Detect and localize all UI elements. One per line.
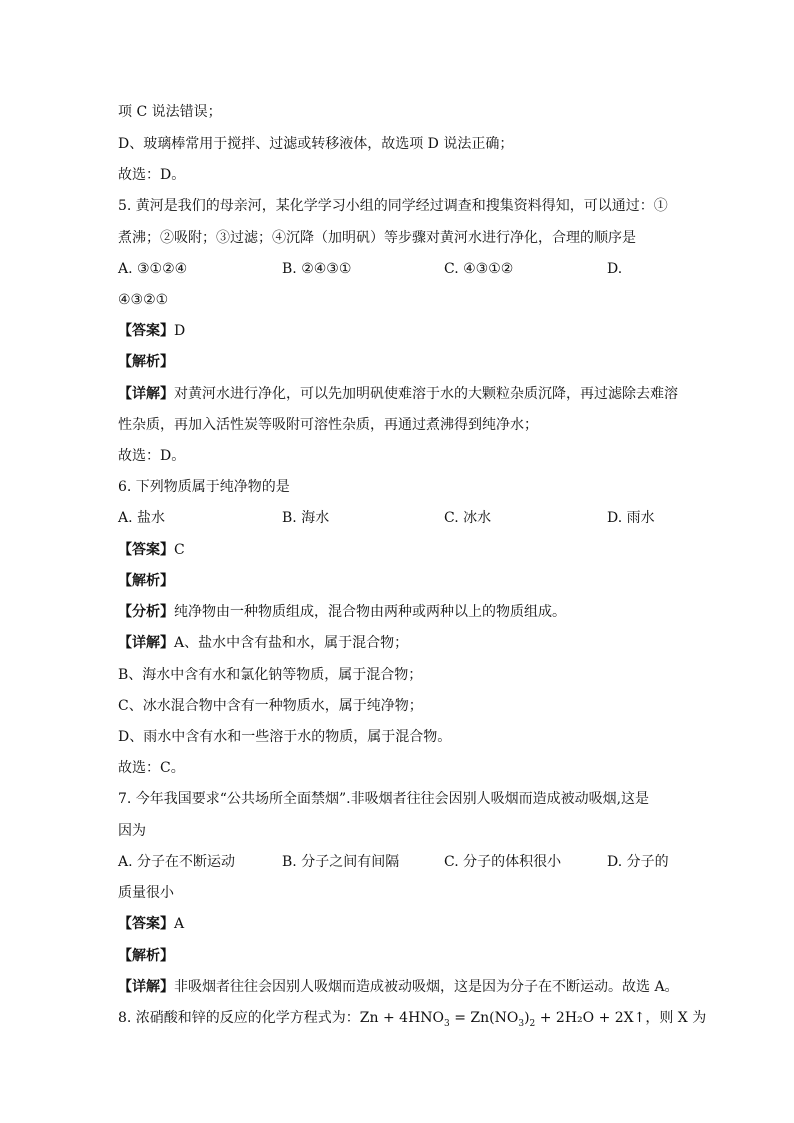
text-line: C、冰水混合物中含有一种物质水，属于纯净物； bbox=[118, 698, 423, 714]
analysis-tag: 【分析】 bbox=[118, 604, 174, 620]
q7-option-a: A. 分子在不断运动 bbox=[118, 854, 236, 870]
q6-option-d: D. 雨水 bbox=[607, 510, 655, 526]
text-line: 故选：C。 bbox=[118, 760, 185, 776]
answer-line bbox=[118, 540, 185, 560]
q8-text: 8. 浓硝酸和锌的反应的化学方程式为：Zn + 4HNO bbox=[118, 1010, 445, 1026]
analysis-heading: 【解析】 bbox=[118, 948, 174, 964]
q6-option-c: C. 冰水 bbox=[444, 510, 492, 526]
q8-subscript: 3 bbox=[444, 1018, 450, 1029]
answer-line bbox=[118, 321, 185, 341]
answer-value: A bbox=[174, 916, 185, 932]
question-8-stem bbox=[118, 1008, 706, 1028]
q8-text: ) bbox=[524, 1010, 530, 1026]
q7-option-b: B. 分子之间有间隔 bbox=[282, 854, 400, 870]
detail-text: 非吸烟者往往会因别人吸烟而造成被动吸烟，这是因为分子在不断运动。故选 A。 bbox=[174, 979, 679, 995]
answer-line bbox=[118, 914, 184, 934]
text-line: 故选：D。 bbox=[118, 448, 186, 464]
detail-text: 对黄河水进行净化，可以先加明矾使难溶于水的大颗粒杂质沉降，再过滤除去难溶 bbox=[174, 386, 678, 402]
answer-tag: 【答案】 bbox=[118, 542, 174, 558]
detail-tag: 【详解】 bbox=[118, 386, 174, 402]
answer-tag: 【答案】 bbox=[118, 323, 174, 339]
q5-option-a: A. ③①②④ bbox=[118, 261, 188, 277]
q8-subscript: 2 bbox=[529, 1018, 536, 1029]
q8-text: + 2H₂O + 2X↑，则 X 为 bbox=[535, 1010, 707, 1026]
q5-option-d: D. bbox=[607, 261, 623, 277]
analysis-heading: 【解析】 bbox=[118, 354, 174, 370]
detail-tag: 【详解】 bbox=[118, 979, 174, 995]
text-line: D、雨水中含有水和一些溶于水的物质，属于混合物。 bbox=[118, 729, 452, 745]
question-7-stem: 7. 今年我国要求“公共场所全面禁烟”.非吸烟者往往会因别人吸烟而造成被动吸烟,这是 bbox=[118, 791, 650, 807]
q8-subscript: 3 bbox=[518, 1018, 525, 1029]
detail-text: A、盐水中含有盐和水，属于混合物； bbox=[174, 635, 409, 651]
detail-line bbox=[118, 384, 678, 404]
q7-option-c: C. 分子的体积很小 bbox=[444, 854, 562, 870]
question-5-stem: 5. 黄河是我们的母亲河，某化学学习小组的同学经过调查和搜集资料得知，可以通过：① bbox=[118, 198, 668, 214]
text-line: 性杂质，再加入活性炭等吸附可溶性杂质，再通过煮沸得到纯净水； bbox=[118, 417, 538, 433]
q7-option-d: D. 分子的 bbox=[607, 854, 669, 870]
q5-option-b: B. ②④③① bbox=[282, 261, 352, 277]
answer-value: D bbox=[174, 323, 186, 339]
text-line: D、玻璃棒常用于搅拌、过滤或转移液体，故选项 D 说法正确； bbox=[118, 136, 514, 152]
question-5-stem-cont: 煮沸；②吸附；③过滤；④沉降（加明矾）等步骤对黄河水进行净化，合理的顺序是 bbox=[118, 230, 636, 246]
answer-value: C bbox=[174, 542, 185, 558]
analysis-text: 纯净物由一种物质组成，混合物由两种或两种以上的物质组成。 bbox=[174, 604, 566, 620]
q5-option-d-text: ④③②① bbox=[118, 292, 169, 308]
q7-option-d-text: 质量很小 bbox=[118, 885, 174, 901]
answer-tag: 【答案】 bbox=[118, 916, 174, 932]
detail-line bbox=[118, 633, 408, 653]
detail-line bbox=[118, 977, 679, 997]
question-7-stem-cont: 因为 bbox=[118, 823, 146, 839]
detail-tag: 【详解】 bbox=[118, 635, 174, 651]
question-6-stem: 6. 下列物质属于纯净物的是 bbox=[118, 479, 290, 495]
analysis-heading: 【解析】 bbox=[118, 573, 174, 589]
text-line: 故选：D。 bbox=[118, 167, 186, 183]
q6-option-a: A. 盐水 bbox=[118, 510, 166, 526]
text-line: B、海水中含有水和氯化钠等物质，属于混合物； bbox=[118, 667, 423, 683]
q8-text: = Zn(NO bbox=[449, 1010, 519, 1026]
q5-option-c: C. ④③①② bbox=[444, 261, 514, 277]
analysis-line bbox=[118, 602, 566, 622]
text-line: 项 C 说法错误； bbox=[118, 104, 222, 120]
q6-option-b: B. 海水 bbox=[282, 510, 330, 526]
